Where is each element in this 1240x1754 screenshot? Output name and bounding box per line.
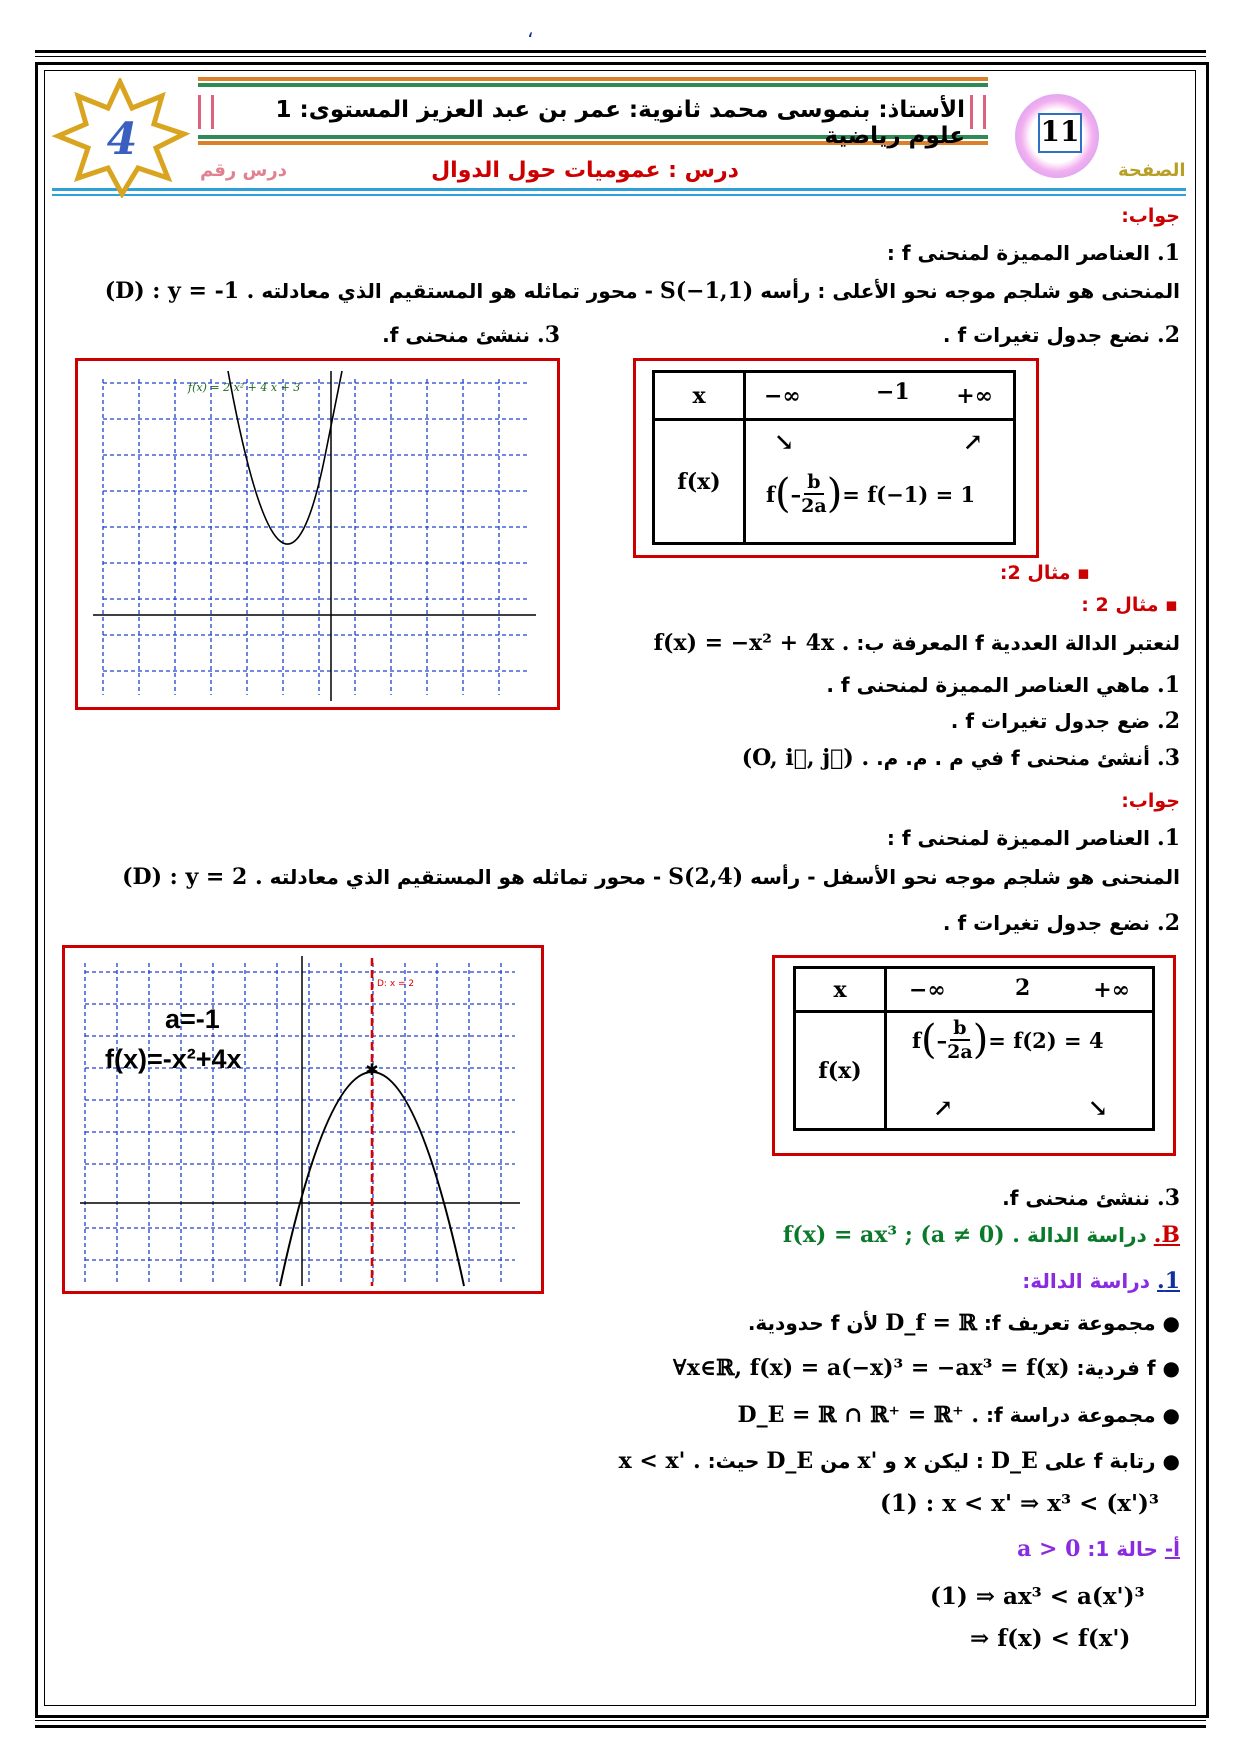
top-rule-2 — [35, 56, 1206, 57]
t1-x-label: x — [654, 372, 745, 420]
t2-extremum: f ( – b 2a ) = f(2) = 4 — [912, 1017, 1104, 1063]
t2-x-row — [886, 968, 1154, 1012]
ex2-q3-num: 3. — [1157, 745, 1180, 771]
ex2-a1-num: 1. — [1157, 825, 1180, 851]
t2-critical: 2 — [1015, 975, 1031, 1001]
bottom-rule-2 — [35, 1725, 1206, 1728]
t1-minus-inf: −∞ — [764, 383, 801, 409]
ex2-intro-formula: f(x) = −x² + 4x . — [653, 630, 850, 656]
ex1-q2 — [943, 322, 1180, 348]
ex2-a1-text: العناصر المميزة لمنحنى f : — [886, 826, 1151, 850]
bullet-3-text: مجموعة دراسة f: — [985, 1403, 1156, 1427]
ex1-q3-text: ننشئ منحنى f. — [382, 323, 531, 347]
t1-b: b — [804, 471, 823, 495]
bullet-1-text: مجموعة تعريف f: — [983, 1311, 1156, 1335]
graph-1 — [78, 361, 557, 707]
ex2-q2-num: 2. — [1157, 708, 1180, 734]
case-cond: a > 0 — [1017, 1536, 1081, 1562]
t2-b: b — [950, 1017, 969, 1041]
ex2-a2-text: نضع جدول تغيرات f . — [942, 911, 1151, 935]
ex2-a3 — [1002, 1185, 1180, 1211]
ex1-q1-num: 1. — [1157, 240, 1180, 266]
t2-minus-inf: −∞ — [909, 977, 946, 1003]
ex2-a1-answer-text: المنحنى هو شلجم موجه نحو الأسفل - رأسه — [750, 865, 1180, 889]
ex2-axis-text: - محور تماثله هو المستقيم الذي معادلته — [269, 865, 662, 889]
t2-fx-row — [886, 1012, 1154, 1130]
bullet-4-de-2: D_E — [766, 1448, 814, 1474]
header-right-stripes — [970, 95, 986, 129]
t1-extremum: f ( – b 2a ) = f(−1) = 1 — [766, 471, 976, 517]
bullet-4-text: رتابة f على — [1044, 1449, 1156, 1473]
graph-2-f: f(x)=-x²+4x — [105, 1044, 242, 1074]
t2-fx-label: f(x) — [795, 1012, 886, 1130]
header-bottom-rule-2 — [52, 194, 1186, 196]
t2-2a: 2a — [947, 1041, 973, 1063]
section-b-sub1 — [1022, 1268, 1180, 1294]
section-b-sub1-text: دراسة الدالة: — [1022, 1269, 1151, 1293]
lesson-title: درس : عموميات حول الدوال — [431, 158, 739, 183]
graph-2 — [65, 948, 541, 1291]
section-b-title — [783, 1222, 1180, 1248]
ex2-a1 — [887, 825, 1180, 851]
eq-3: ⇒ f(x) < f(x') — [970, 1625, 1131, 1652]
ex1-q3-num: 3. — [537, 322, 560, 348]
t2-plus-inf: +∞ — [1093, 977, 1130, 1003]
lesson-number-label: درس رقم — [200, 160, 287, 181]
ex1-axis-text: - محور تماثله هو المستقيم الذي معادلته — [261, 279, 653, 303]
ex1-q1-text: العناصر المميزة لمنحنى f : — [886, 241, 1151, 265]
ex2-a1-answer — [122, 864, 1180, 890]
graph-2-d-label: D: x = 2 — [377, 979, 415, 989]
ex2-a2-num: 2. — [1157, 910, 1180, 936]
section-b-bullet-1: ● مجموعة تعريف f: D_f = ℝ لأن f حدودية. — [747, 1310, 1180, 1336]
ex1-q1-answer — [105, 278, 1180, 304]
ex2-q3-text: أنشئ منحنى f في م . م. م. — [876, 746, 1151, 770]
bullet-4-from: من — [820, 1449, 851, 1473]
t1-fx-row — [745, 420, 1015, 544]
variation-table-2 — [793, 966, 1155, 1131]
t1-x-row — [745, 372, 1015, 420]
ex2-q1-num: 1. — [1157, 672, 1180, 698]
header-bar-orange — [198, 77, 988, 81]
ex2-bullet-1: ▪ مثال 2: — [999, 562, 1090, 584]
ex2-vertex: S(2,4) — [668, 864, 744, 890]
ex2-q3-frame: (O, i⃗, j⃗) . — [741, 745, 870, 771]
t2-arrow-down: ↘ — [1087, 1093, 1108, 1122]
section-b-formula: f(x) = ax³ ; (a ≠ 0) . — [782, 1222, 1020, 1248]
graph-2-a: a=-1 — [165, 1004, 220, 1034]
header-bottom-rule — [52, 188, 1186, 191]
bullet-4-cond: x < x' . — [618, 1448, 701, 1474]
variation-table-1 — [652, 370, 1016, 545]
answer-label-2: جواب: — [1121, 790, 1180, 812]
ex2-intro — [654, 630, 1180, 656]
ex2-q1 — [826, 672, 1180, 698]
case-text: حالة 1: — [1087, 1537, 1158, 1561]
header-left-stripes — [198, 95, 214, 129]
answer-label-1: جواب: — [1121, 205, 1180, 227]
ex1-q2-num: 2. — [1157, 322, 1180, 348]
ex2-axis-eq: (D) : y = 2 . — [122, 864, 263, 890]
t2-extremum-rest: = f(2) = 4 — [988, 1027, 1104, 1053]
bullet-3-formula: D_E = ℝ ∩ ℝ⁺ = ℝ⁺ . — [737, 1402, 980, 1428]
t1-2a: 2a — [801, 495, 827, 517]
bullet-4-de: D_E — [990, 1448, 1038, 1474]
ex2-q2-text: ضع جدول تغيرات f . — [950, 709, 1151, 733]
bottom-rule — [35, 1720, 1206, 1721]
t1-fx-label: f(x) — [654, 420, 745, 544]
t1-plus-inf: +∞ — [956, 383, 993, 409]
case-1 — [1017, 1536, 1180, 1562]
ex1-axis-eq: (D) : y = -1 . — [104, 278, 255, 304]
bullet-1-formula: D_f = ℝ — [885, 1310, 977, 1336]
section-b-title-text: دراسة الدالة — [1026, 1223, 1147, 1247]
section-b-sub1-num: 1. — [1157, 1268, 1180, 1294]
bullet-4-where: حيث: — [707, 1449, 760, 1473]
book-logo-label: 11 — [1038, 113, 1082, 153]
graph-1-box — [75, 358, 560, 710]
bullet-1-end: لأن f حدودية. — [747, 1311, 879, 1335]
bullet-2-text: f فردية: — [1076, 1356, 1156, 1380]
badge-number: 4 — [106, 114, 138, 165]
header-bar-green — [198, 83, 988, 87]
eq-1: (1) : x < x' ⇒ x³ < (x')³ — [880, 1490, 1159, 1517]
t1-arrow-down: ↘ — [774, 427, 795, 456]
eq-2: (1) ⇒ ax³ < a(x')³ — [930, 1583, 1145, 1610]
bullet-4-xp: x' — [857, 1448, 878, 1474]
graph-2-box — [62, 945, 544, 1294]
t1-critical: −1 — [876, 379, 910, 405]
ex2-bullet-1-text: مثال 2: — [999, 562, 1071, 584]
ex1-q3 — [380, 322, 560, 348]
ex2-q1-text: ماهي العناصر المميزة لمنحنى f . — [826, 673, 1151, 697]
t1-extremum-f: f — [766, 481, 776, 507]
section-b-letter: B. — [1153, 1222, 1180, 1248]
header-teacher-line: الأستاذ: بنموسى محمد ثانوية: عمر بن عبد العزيز المستوى: 1 علوم رياضية — [275, 97, 965, 149]
section-b-bullet-4: ● رتابة f على D_E : ليكن x و x' من D_E حيث: x < x' . — [618, 1448, 1180, 1474]
ex1-vertex: S(−1,1) — [659, 278, 754, 304]
section-b-bullet-3: ● مجموعة دراسة f: D_E = ℝ ∩ ℝ⁺ = ℝ⁺ . — [737, 1402, 1180, 1428]
ex2-q2 — [951, 708, 1180, 734]
graph-1-label: f(x) = 2 x² + 4 x + 3 — [188, 381, 301, 394]
ex2-bullet-2: ▪ مثال 2 : — [1081, 594, 1178, 616]
ex1-q1-answer-text: المنحنى هو شلجم موجه نحو الأعلى : رأسه — [760, 279, 1180, 303]
ex2-q3 — [742, 745, 1180, 771]
page-label: الصفحة — [1118, 160, 1186, 181]
t1-extremum-rest: = f(−1) = 1 — [842, 481, 976, 507]
svg-text:✱: ✱ — [365, 1060, 379, 1079]
bullet-2-formula: ∀x∈ℝ, f(x) = a(−x)³ = −ax³ = f(x) — [672, 1355, 1070, 1381]
ex1-q1 — [887, 240, 1180, 266]
ex2-intro-text: لنعتبر الدالة العددية f المعرفة ب: — [856, 631, 1180, 655]
ex2-a3-num: 3. — [1157, 1185, 1180, 1211]
ex2-a3-text: ننشئ منحنى f. — [1002, 1186, 1151, 1210]
t2-x-label: x — [795, 968, 886, 1012]
section-b-bullet-2: ● f فردية: ∀x∈ℝ, f(x) = a(−x)³ = −ax³ = f(x) — [672, 1355, 1180, 1381]
t2-extremum-f: f — [912, 1027, 922, 1053]
ex2-a2 — [943, 910, 1180, 936]
t2-arrow-up: ↗ — [933, 1093, 954, 1122]
top-mark: ، — [527, 18, 534, 42]
lesson-badge-star — [50, 78, 190, 198]
ex1-q2-text: نضع جدول تغيرات f . — [942, 323, 1151, 347]
case-label: أ- — [1164, 1537, 1180, 1561]
top-rule — [35, 50, 1206, 53]
bullet-4-mid: : ليكن x و — [884, 1449, 984, 1473]
ex2-bullet-2-text: مثال 2 : — [1081, 594, 1159, 616]
t1-arrow-up: ↗ — [962, 427, 983, 456]
